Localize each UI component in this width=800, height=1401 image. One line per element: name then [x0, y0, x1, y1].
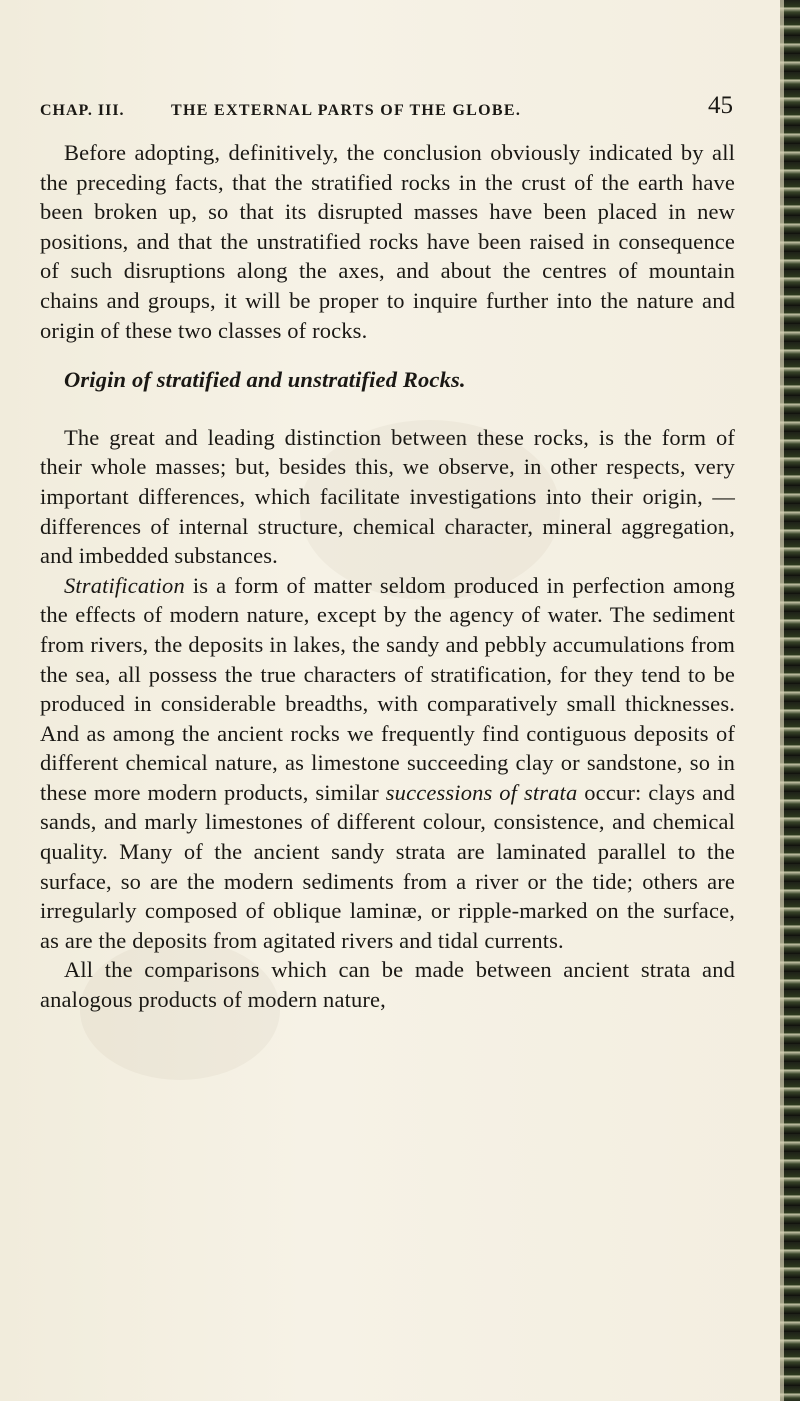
paragraph-3-text-a: is a form of matter seldom produced in perfection among the effects of modern nature, except by the agency of water. The sediment from rivers, the deposits in lakes, the sandy and pebbly accumulations from the sea, all possess the true characters of stratification, for they tend to be produced in considerable breadths, with comparatively small thicknesses. And as among the ancient rocks we frequently find contiguous deposits of different chemical nature, as limestone succeeding clay or sandstone, so in these more modern products, similar [40, 572, 735, 805]
section-heading: Origin of stratified and unstratified Rocks. [64, 367, 466, 393]
paragraph-3-text-b: occur: clays and sands, and marly limestones of different colour, consistence, and chemical quality. Many of the ancient sandy strata are laminated parallel to the surface, so are the modern sediments from a river or the tide; others are irregularly composed of oblique laminæ, or ripple-marked on the surface, as are the deposits from agitated rivers and tidal currents. [40, 779, 736, 953]
running-head [40, 90, 745, 124]
successions-term: successions of strata [385, 779, 578, 805]
running-title: THE EXTERNAL PARTS OF THE GLOBE. [171, 102, 522, 119]
body-text [40, 138, 735, 1015]
chapter-label: CHAP. III. [40, 102, 125, 119]
book-binding-edge [780, 0, 800, 1401]
paragraph-3 [40, 571, 735, 956]
page-number: 45 [708, 92, 733, 119]
stratification-term: Stratification [64, 572, 185, 598]
paragraph-4: All the comparisons which can be made between ancient strata and analogous products of modern nature, [40, 957, 735, 1013]
paragraph-2: The great and leading distinction between these rocks, is the form of their whole masses; but, besides this, we observe, in other respects, very important differences, which facilitate investigations into their origin, — differences of internal structure, chemical character, mineral aggregation, and imbedded substances. [40, 424, 735, 569]
paragraph-1: Before adopting, definitively, the conclusion obviously indicated by all the preceding facts, that the stratified rocks in the crust of the earth have been broken up, so that its disrupted masses have been placed in new positions, and that the unstratified rocks have been raised in consequence of such disruptions along the axes, and about the centres of mountain chains and groups, it will be proper to inquire further into the nature and origin of these two classes of rocks. [40, 140, 735, 343]
